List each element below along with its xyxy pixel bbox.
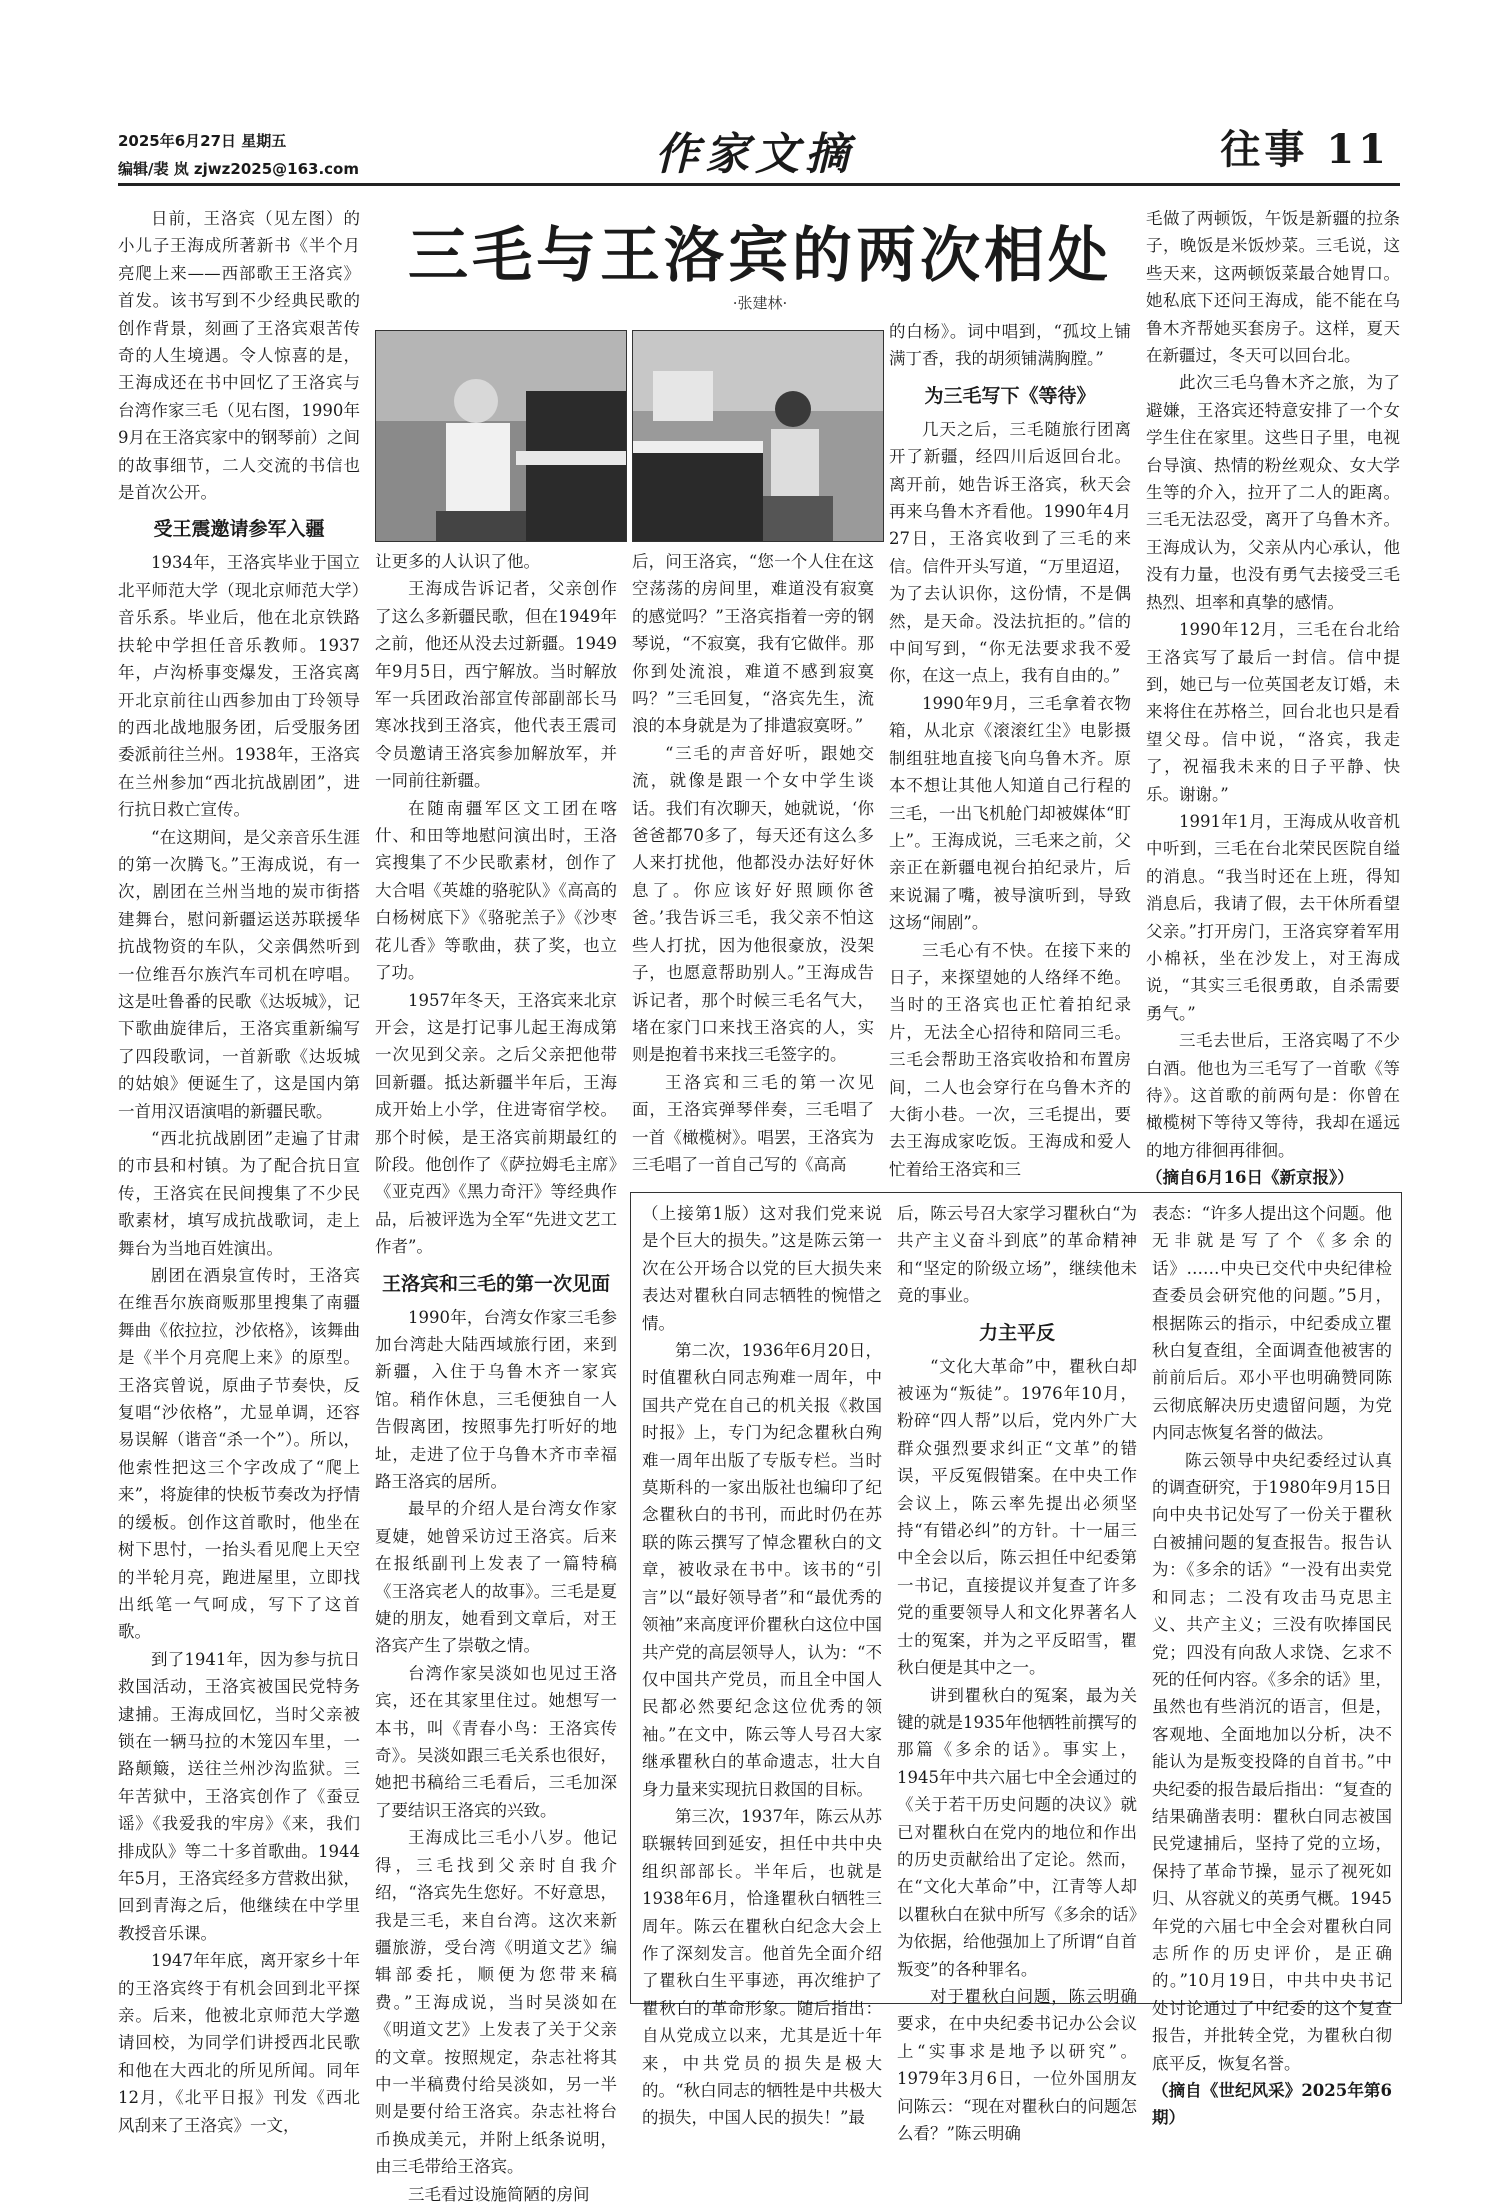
paragraph: 1990年9月，三毛拿着衣物箱，从北京《滚滚红尘》电影摄制组驻地直接飞向乌鲁木齐。原本不想让其他人知道自己行程的三毛，一出飞机舱门却被媒体“盯上”。王海成说，三毛来之前，父亲正在新疆电视台拍纪录片，后来说漏了嘴，被导演听到，导致这场“闹剧”。 bbox=[889, 693, 1131, 933]
paragraph: 讲到瞿秋白的冤案，最为关键的就是1935年他牺牲前撰写的那篇《多余的话》。事实上，1945年中共六届七中全会通过的《关于若干历史问题的决议》就已对瞿秋白在党内的地位和作出的历史贡献给出了定论。然而，在“文化大革命”中，江青等人却以瞿秋白在狱中所写《多余的话》为依据，给他强加上了所谓“自首叛变”的各种罪名。 bbox=[897, 1685, 1137, 1979]
paragraph: 王洛宾和三毛的第一次见面，王洛宾弹琴伴奏，三毛唱了一首《橄榄树》。唱罢，王洛宾为三毛唱了一首自己写的《高高 bbox=[632, 1072, 874, 1174]
paragraph: 三毛看过设施简陋的房间 bbox=[408, 2184, 590, 2204]
paragraph: 王海成比三毛小八岁。他记得，三毛找到父亲时自我介绍，“洛宾先生您好。不好意思，我是三毛，来自台湾。这次来新疆旅游，受台湾《明道文艺》编辑部委托，顺便为您带来稿费。”王海成说，当时吴淡如在《明道文艺》上发表了关于父亲的文章。按照规定，杂志社将其中一半稿费付给吴淡如，另一半则是要付给王洛宾。杂志社将台币换成美元，并附上纸条说明，由三毛带给王洛宾。 bbox=[375, 1828, 617, 2177]
article-column-4 bbox=[889, 318, 1131, 1184]
paragraph: 三毛去世后，王洛宾喝了不少白酒。他也为三毛写了一首歌《等待》。这首歌的前两句是：你曾在橄榄树下等待又等待，我却在遥远的地方徘徊再徘徊。 bbox=[1146, 1031, 1400, 1160]
article-column-1 bbox=[118, 205, 360, 2135]
subheading-1: 受王震邀请参军入疆 bbox=[153, 518, 325, 541]
paragraph: 对于瞿秋白问题，陈云明确要求，在中央纪委书记办公会议上“实事求是地予以研究”。1979年3月6日，一位外国朋友问陈云：“现在对瞿秋白的问题怎么看？”陈云明确 bbox=[897, 1986, 1137, 2143]
paragraph: 三毛心有不快。在接下来的日子，来探望她的人络绎不绝。当时的王洛宾也正忙着拍纪录片，无法全心招待和陪同三毛。三毛会帮助王洛宾收拾和布置房间，二人也会穿行在乌鲁木齐的大街小巷。一次，三毛提出，要去王海成家吃饭。王海成和爱人忙着给王洛宾和三 bbox=[889, 940, 1131, 1179]
paragraph: 让更多的人认识了他。 bbox=[375, 552, 540, 571]
header-rule bbox=[118, 183, 1400, 186]
continued-column-1 bbox=[642, 1200, 882, 2128]
paragraph: 的白杨》。词中唱到，“孤坟上铺满丁香，我的胡须铺满胸膛。” bbox=[889, 322, 1131, 369]
paragraph: 毛做了两顿饭，午饭是新疆的拉条子，晚饭是米饭炒菜。三毛说，这些天来，这两顿饭菜最合她胃口。她私底下还问王海成，能不能在乌鲁木齐帮她买套房子。这样，夏天在新疆过，冬天可以回台北。 bbox=[1146, 209, 1400, 366]
paragraph: 1957年冬天，王洛宾来北京开会，这是打记事儿起王海成第一次见到父亲。之后父亲把他带回新疆。抵达新疆半年后，王海成开始上小学，住进寄宿学校。那个时候，是王洛宾前期最红的阶段。他创作了《萨拉姆毛主席》《亚克西》《黑力奇汗》等经典作品，后被评选为全军“先进文艺工作者”。 bbox=[375, 990, 617, 1257]
paragraph: （上接第1版）这对我们党来说是个巨大的损失。”这是陈云第一次在公开场合以党的巨大损失来表达对瞿秋白同志牺牲的惋惜之情。 bbox=[642, 1204, 882, 1333]
source-note: （摘自《世纪风采》2025年第6期） bbox=[1152, 2081, 1392, 2128]
paragraph: 1947年年底，离开家乡十年的王洛宾终于有机会回到北平探亲。后来，他被北京师范大学邀请回校，为同学们讲授西北民歌和他在大西北的所见所闻。同年12月，《北平日报》刊发《西北风刮来了王洛宾》一文， bbox=[118, 1951, 360, 2135]
paragraph: 到了1941年，因为参与抗日救国活动，王洛宾被国民党特务逮捕。王海成回忆，当时父亲被锁在一辆马拉的木笼囚车里，一路颠簸，送往兰州沙沟监狱。三年苦狱中，王洛宾创作了《蚕豆谣》《我爱我的牢房》《来，我们排成队》等二十多首歌曲。1944年5月，王洛宾经多方营救出狱，回到青海之后，他继续在中学里教授音乐课。 bbox=[118, 1649, 360, 1943]
paragraph: 后，问王洛宾，“您一个人住在这空荡荡的房间里，难道没有寂寞的感觉吗？”王洛宾指着一旁的钢琴说，“不寂寞，我有它做伴。那你到处流浪，难道不感到寂寞吗？”三毛回复，“洛宾先生，流浪的本身就是为了排遣寂寞呀。” bbox=[632, 552, 874, 736]
paragraph: 剧团在酒泉宣传时，王洛宾在维吾尔族商贩那里搜集了南疆舞曲《依拉拉，沙依格》，该舞曲是《半个月亮爬上来》的原型。王洛宾曾说，原曲子节奏快，反复唱“沙依格”，尤显单调，还容易误解（谐音“杀一个”）。所以，他索性把这三个字改成了“爬上来”，将旋律的快板节奏改为抒情的缓板。创作这首歌时，他坐在树下思忖，一抬头看见爬上天空的半轮月亮，跑进屋里，立即找出纸笔一气呵成，写下了这首歌。 bbox=[118, 1266, 360, 1642]
paragraph: 1934年，王洛宾毕业于国立北平师范大学（现北京师范大学）音乐系。毕业后，他在北京铁路扶轮中学担任音乐教师。1937年，卢沟桥事变爆发，王洛宾离开北京前往山西参加由丁玲领导的西北战地服务团，后受服务团委派前往兰州。1938年，王洛宾在兰州参加“西北抗战剧团”，进行抗日救亡宣传。 bbox=[118, 553, 360, 820]
subheading-4: 力主平反 bbox=[978, 1321, 1055, 1344]
source-note: （摘自6月16日《新京报》） bbox=[1146, 1168, 1354, 1188]
photo-sanmao-at-piano bbox=[632, 330, 884, 542]
photo-wang-luobin-at-piano bbox=[375, 330, 627, 542]
article-intro: 日前，王洛宾（见左图）的小儿子王海成所著新书《半个月亮爬上来——西部歌王王洛宾》首发。该书写到不少经典民歌的创作背景，刻画了王洛宾艰苦传奇的人生境遇。令人惊喜的是，王海成还在书中回忆了王洛宾与台湾作家三毛（见右图，1990年9月在王洛宾家中的钢琴前）之间的故事细节，二人交流的书信也是首次公开。 bbox=[118, 209, 360, 503]
article-column-5 bbox=[1146, 205, 1400, 1188]
paragraph: 几天之后，三毛随旅行团离开了新疆，经四川后返回台北。离开前，她告诉王洛宾，秋天会再来乌鲁木齐看他。1990年4月27日，王洛宾收到了三毛的来信。信件开头写道，“万里迢迢，为了去认识你，这份情，不是偶然，是天命。没法抗拒的。”信的中间写到，“你无法要求我不爱你，在这一点上，我有自由的。” bbox=[889, 419, 1131, 686]
paragraph: 表态：“许多人提出这个问题。他无非就是写了个《多余的话》……中央已交代中央纪律检查委员会研究他的问题。”5月，根据陈云的指示，中纪委成立瞿秋白复查组，全面调查他被害的前前后后。邓小平也明确赞同陈云彻底解决历史遗留问题，为党内同志恢复名誉的做法。 bbox=[1152, 1204, 1392, 1443]
article-column-2 bbox=[375, 548, 617, 2204]
paragraph: 第二次，1936年6月20日，时值瞿秋白同志殉难一周年，中国共产党在自己的机关报《救国时报》上，专门为纪念瞿秋白殉难一周年出版了专版专栏。当时莫斯科的一家出版社也编印了纪念瞿秋白的书刊，而此时仍在苏联的陈云撰写了悼念瞿秋白的文章，被收录在书中。该书的“引言”以“最好领导者”和“最优秀的领袖”来高度评价瞿秋白这位中国共产党的高层领导人，认为：“不仅中国共产党员，而且全中国人民都必然要纪念这位优秀的领袖。”在文中，陈云等人号召大家继承瞿秋白的革命遗志，壮大自身力量来实现抗日救国的目标。 bbox=[642, 1341, 882, 1799]
paragraph: 台湾作家吴淡如也见过王洛宾，还在其家里住过。她想写一本书，叫《青春小鸟：王洛宾传奇》。吴淡如跟三毛关系也很好，她把书稿给三毛看后，三毛加深了要结识王洛宾的兴致。 bbox=[375, 1663, 617, 1820]
continued-column-2 bbox=[897, 1200, 1137, 2143]
paragraph: “文化大革命”中，瞿秋白却被诬为“叛徒”。1976年10月，粉碎“四人帮”以后，党内外广大群众强烈要求纠正“文革”的错误，平反冤假错案。在中央工作会议上，陈云率先提出必须坚持“有错必纠”的方针。十一届三中全会以后，陈云担任中纪委第一书记，直接提议并复查了许多党的重要领导人和文化界著名人士的冤案，并为之平反昭雪，瞿秋白便是其中之一。 bbox=[897, 1356, 1137, 1678]
paragraph: 陈云领导中央纪委经过认真的调查研究，于1980年9月15日向中央书记处写了一份关于瞿秋白被捕问题的复查报告。报告认为：《多余的话》“一没有出卖党和同志；二没有攻击马克思主义、共产主义；三没有吹捧国民党；四没有向敌人求饶、乞求不死的任何内容。《多余的话》里，虽然也有些消沉的语言，但是，客观地、全面地加以分析，决不能认为是叛变投降的自首书。”中央纪委的报告最后指出：“复查的结果确凿表明：瞿秋白同志被国民党逮捕后，坚持了党的立场，保持了革命节操，显示了视死如归、从容就义的英勇气概。1945年党的六届七中全会对瞿秋白同志所作的历史评价，是正确的。”10月19日，中共中央书记处讨论通过了中纪委的这个复查报告，并批转全党，为瞿秋白彻底平反，恢复名誉。 bbox=[1152, 1450, 1392, 2073]
paragraph: 后，陈云号召大家学习瞿秋白“为共产主义奋斗到底”的革命精神和“坚定的阶级立场”，继续他未竟的事业。 bbox=[897, 1204, 1137, 1306]
paragraph: 第三次，1937年，陈云从苏联辗转回到延安，担任中共中央组织部部长。半年后，也就是1938年6月，恰逢瞿秋白牺牲三周年。陈云在瞿秋白纪念大会上作了深刻发言。他首先全面介绍了瞿秋白生平事迹，再次维护了瞿秋白的革命形象。随后指出：自从党成立以来，尤其是近十年来，中共党员的损失是极大的。“秋白同志的牺牲是中共极大的损失，中国人民的损失！”最 bbox=[642, 1806, 882, 2128]
continued-column-3 bbox=[1152, 1200, 1392, 2128]
paragraph: “三毛的声音好听，跟她交流，就像是跟一个女中学生谈话。我们有次聊天，她就说，‘你爸爸都70多了，每天还有这么多人来打扰他，他都没办法好好休息了。你应该好好照顾你爸爸。’我告诉三毛，我父亲不怕这些人打扰，因为他很豪放，没架子，也愿意帮助别人。”王海成告诉记者，那个时候三毛名气大，堵在家门口来找王洛宾的人，实则是抱着书来找三毛签字的。 bbox=[632, 743, 874, 1065]
paragraph: 1990年12月，三毛在台北给王洛宾写了最后一封信。信中提到，她已与一位英国老友订婚，未来将住在苏格兰，回台北也只是看望父母。信中说，“洛宾，我走了，祝福我未来的日子平静、快乐。谢谢。” bbox=[1146, 620, 1400, 804]
article-title: 三毛与王洛宾的两次相处 bbox=[408, 221, 1112, 291]
subheading-3: 为三毛写下《等待》 bbox=[924, 384, 1096, 407]
paragraph: 在随南疆军区文工团在喀什、和田等地慰问演出时，王洛宾搜集了不少民歌素材，创作了大合唱《英雄的骆驼队》《高高的白杨树底下》《骆驼羔子》《沙枣花儿香》等歌曲，获了奖，也立了功。 bbox=[375, 798, 617, 983]
paragraph: 最早的介绍人是台湾女作家夏婕，她曾采访过王洛宾。后来在报纸副刊上发表了一篇特稿《王洛宾老人的故事》。三毛是夏婕的朋友，她看到文章后，对王洛宾产生了崇敬之情。 bbox=[375, 1499, 617, 1656]
paragraph: 1991年1月，王海成从收音机中听到，三毛在台北荣民医院自缢的消息。“我当时还在上班，得知消息后，我请了假，去干休所看望父亲。”打开房门，王洛宾穿着军用小棉袄，坐在沙发上，对王海成说，“其实三毛很勇敢，自杀需要勇气。” bbox=[1146, 811, 1400, 1023]
paragraph: 王海成告诉记者，父亲创作了这么多新疆民歌，但在1949年之前，他还从没去过新疆。1949年9月5日，西宁解放。当时解放军一兵团政治部宣传部副部长马寒冰找到王洛宾，他代表王震司令员邀请王洛宾参加解放军，并一同前往新疆。 bbox=[375, 579, 617, 791]
paragraph: “在这期间，是父亲音乐生涯的第一次腾飞。”王海成说，有一次，剧团在兰州当地的炭市街搭建舞台，慰问新疆运送苏联援华抗战物资的车队，父亲偶然听到一位维吾尔族汽车司机在哼唱。这是吐鲁番的民歌《达坂城》，记下歌曲旋律后，王洛宾重新编写了四段歌词，一首新歌《达坂城的姑娘》便诞生了，这是国内第一首用汉语演唱的新疆民歌。 bbox=[118, 827, 360, 1121]
issue-date: 2025年6月27日 星期五 bbox=[118, 132, 287, 150]
paragraph: 此次三毛乌鲁木齐之旅，为了避嫌，王洛宾还特意安排了一个女学生住在家里。这些日子里，电视台导演、热情的粉丝观众、女大学生等的介入，拉开了二人的距离。三毛无法忍受，离开了乌鲁木齐。王海成认为，父亲从内心承认，他没有力量，也没有勇气去接受三毛热烈、坦率和真挚的感情。 bbox=[1146, 373, 1400, 612]
newspaper-logo: 作家文摘 bbox=[655, 129, 855, 180]
paragraph: “西北抗战剧团”走遍了甘肃的市县和村镇。为了配合抗日宣传，王洛宾在民间搜集了不少民歌素材，填写成抗战歌词，走上舞台为当地百姓演出。 bbox=[118, 1129, 360, 1258]
editor-line: 编辑/裴 岚 zjwz2025@163.com bbox=[118, 160, 359, 178]
paragraph: 1990年，台湾女作家三毛参加台湾赴大陆西域旅行团，来到新疆，入住于乌鲁木齐一家宾馆。稍作休息，三毛便独自一人告假离团，按照事先打听好的地址，走进了位于乌鲁木齐市幸福路王洛宾的居所。 bbox=[375, 1307, 617, 1491]
section-page-number: 往事 11 bbox=[1220, 126, 1390, 173]
article-column-3 bbox=[632, 548, 874, 1184]
article-byline: ·张建林· bbox=[732, 294, 788, 312]
subheading-2: 王洛宾和三毛的第一次见面 bbox=[381, 1272, 610, 1295]
